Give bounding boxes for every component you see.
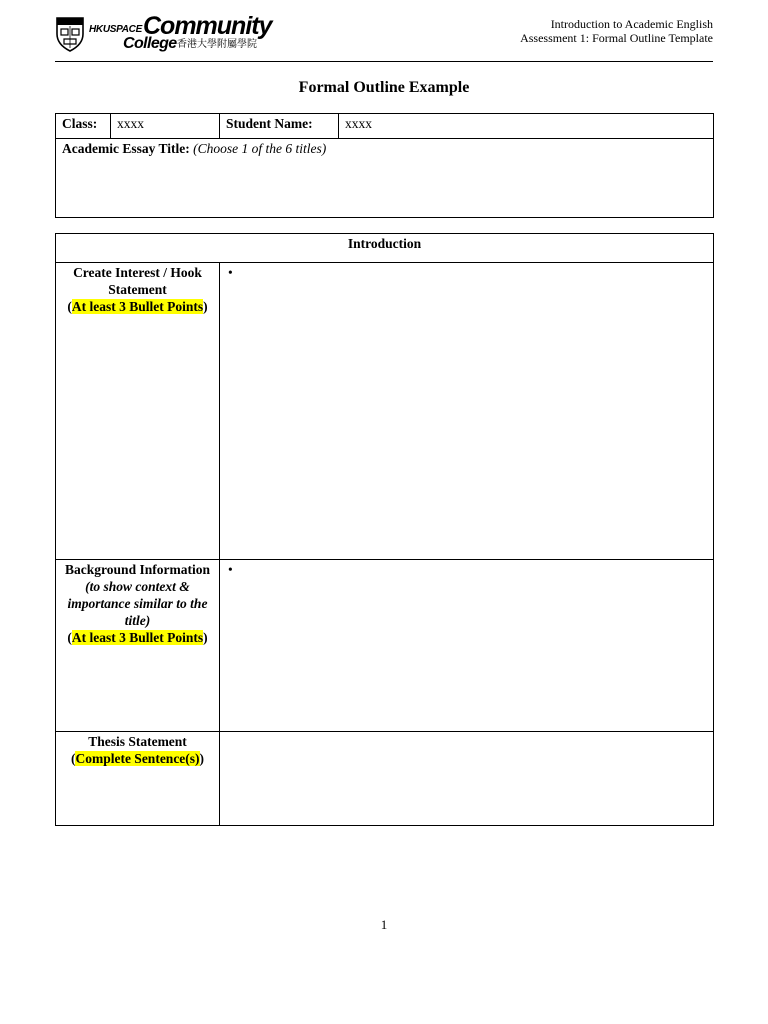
student-name-label: Student Name: [220,114,339,139]
hook-label: Create Interest / Hook Statement [73,265,202,297]
logo-community-text: Community [143,12,272,40]
introduction-outline-table [55,233,714,826]
hook-highlight: At least 3 Bullet Points [71,299,204,314]
essay-title-hint: (Choose 1 of the 6 titles) [193,141,327,156]
logo-chinese-text: 香港大學附屬學院 [177,39,257,50]
student-info-table [55,113,714,218]
class-value-field[interactable]: xxxx [111,114,220,139]
thesis-label-cell [56,732,220,826]
thesis-highlight: Complete Sentence(s) [75,751,200,766]
thesis-field[interactable] [220,732,714,826]
essay-title-label: Academic Essay Title: [62,141,190,156]
logo-hkuspace-text: HKUSPACE [89,24,142,35]
header-course-info [520,17,713,45]
student-name-field[interactable]: xxxx [339,114,714,139]
college-logo [55,12,285,56]
hook-label-cell [56,263,220,560]
background-bullets-field[interactable] [220,560,714,732]
page-number: 1 [380,917,388,932]
crest-icon [55,16,85,52]
thesis-label: Thesis Statement [88,734,187,749]
section-heading: Introduction [56,234,714,263]
course-name: Introduction to Academic English [550,17,713,31]
thesis-requirement: (Complete Sentence(s)) [70,751,205,766]
class-label: Class: [56,114,111,139]
background-label: Background Information [65,562,210,577]
header-divider [55,61,713,62]
hook-requirement: (At least 3 Bullet Points) [67,299,208,314]
hook-bullets-field[interactable] [220,263,714,560]
bullet-point: • [228,562,233,577]
bullet-point: • [228,265,233,280]
background-hint: (to show context & importance similar to the title) [67,579,208,628]
assessment-name: Assessment 1: Formal Outline Template [520,31,713,45]
page-header [55,14,713,58]
logo-college-text: College [123,35,177,52]
background-highlight: At least 3 Bullet Points [71,630,204,645]
page-title: Formal Outline Example [298,79,470,96]
essay-title-field[interactable] [56,139,714,218]
background-label-cell [56,560,220,732]
background-requirement: (At least 3 Bullet Points) [67,630,208,645]
